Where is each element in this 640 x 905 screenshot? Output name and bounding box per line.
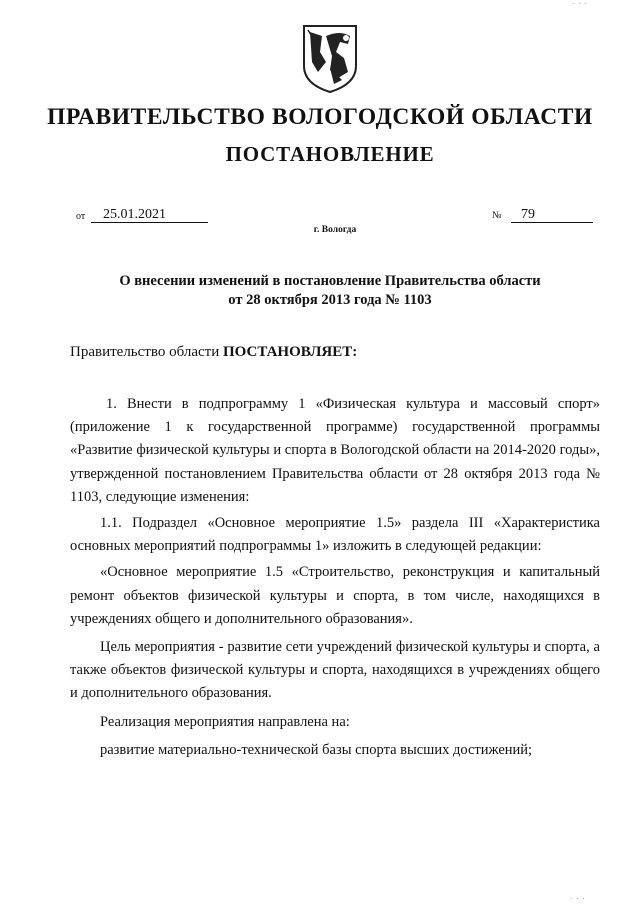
decree-intro-text: Правительство области [70, 344, 220, 360]
subject-line-1: О внесении изменений в постановление Правительства области [119, 273, 541, 289]
number-prefix: № [492, 210, 502, 221]
paragraph-goal: Цель мероприятия - развитие сети учреждений физической культуры и спорта, а также объектов физической культуры и спорта, находящихся в учреждениях общего и дополнительного образования. [70, 639, 600, 702]
scan-mark-top: · · · [572, 0, 588, 8]
subject-line-2: от 28 октября 2013 года № 1103 [228, 292, 432, 308]
scan-mark-bottom: · · · [570, 895, 586, 903]
document-number: 79 [511, 206, 593, 223]
paragraph-1-1: 1.1. Подраздел «Основное мероприятие 1.5» раздела III «Характеристика основных мероприятий подпрограммы 1» изложить в следующей редакции: [70, 515, 600, 555]
paragraph-quote: «Основное мероприятие 1.5 «Строительство, реконструкция и капитальный ремонт объектов физической культуры и спорта, в том числе, находящихся в учреждениях общего и дополнительного образования». [70, 564, 600, 627]
document-body [70, 393, 600, 762]
date-prefix: от [76, 211, 86, 222]
coat-of-arms-icon [300, 22, 360, 94]
paragraph-aim: Реализация мероприятия направлена на: [100, 713, 350, 730]
city-label: г. Вологда [313, 225, 357, 235]
decree-verb: ПОСТАНОВЛЯЕТ: [222, 344, 358, 360]
decree-intro [70, 344, 357, 361]
paragraph-item: развитие материально-технической базы спорта высших достижений; [100, 741, 533, 758]
government-title: ПРАВИТЕЛЬСТВО ВОЛОГОДСКОЙ ОБЛАСТИ [47, 104, 593, 130]
document-date: 25.01.2021 [91, 206, 208, 223]
paragraph-1: 1. Внести в подпрограмму 1 «Физическая культура и массовый спорт» (приложение 1 к государственной программе) государственной программы «Развитие физической культуры и спорта в Вологодской области на 2014-2020 годы», утвержденной постановлением Правительства области от 28 октября 2013 года № 1103, следующие изменения: [70, 396, 600, 505]
document-subject [80, 272, 580, 310]
document-type: ПОСТАНОВЛЕНИЕ [225, 142, 435, 166]
